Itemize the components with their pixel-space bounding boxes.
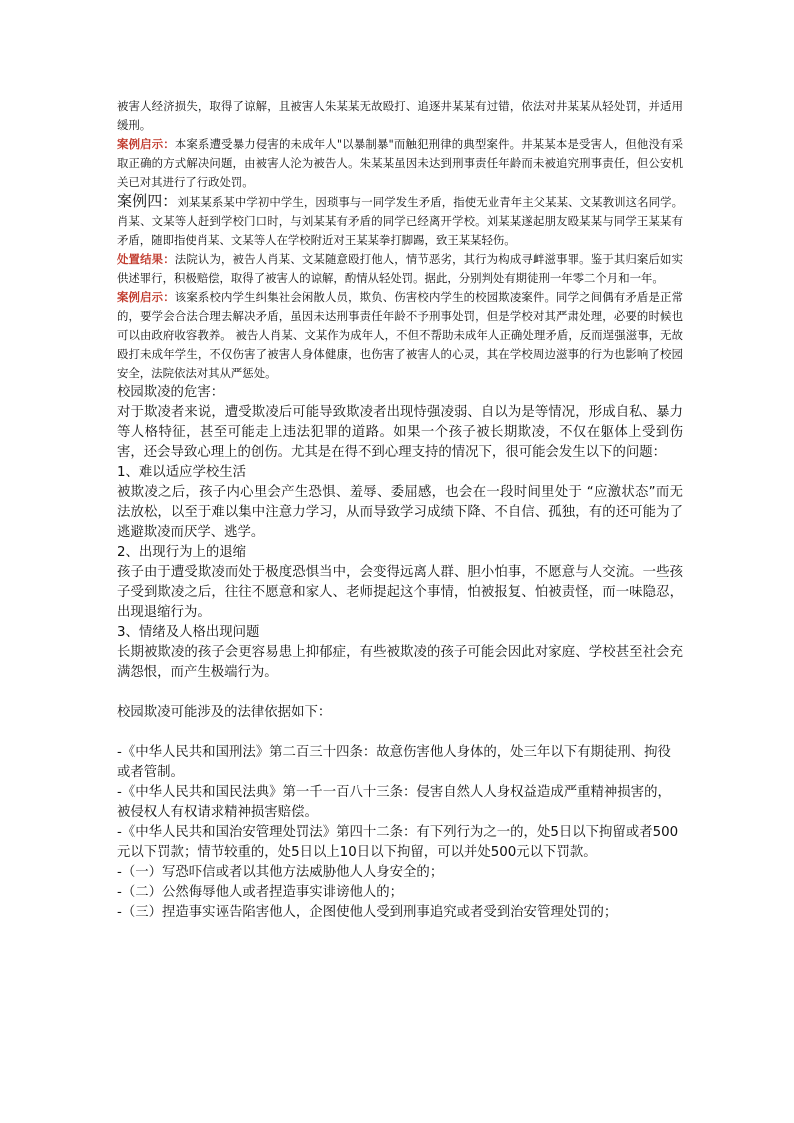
- case4-text: 刘某某系某中学初中学生，因琐事与一同学发生矛盾，指使无业青年主父某某、文某教训这名同学。肖某、文某等人赶到学校门口时，与刘某某有矛盾的同学已经离开学校。刘某某遂起朋友殴某某与同学王某某有矛盾，随即指使肖某、文某等人在学校附近对王某某拳打脚踢，致王某某轻伤。: [117, 195, 683, 247]
- law-subitem-3: -（三）捏造事实诬告陷害他人，企图使他人受到刑事追究或者受到治安管理处罚的；: [117, 905, 618, 920]
- case4-result-label: 处置结果：: [117, 252, 175, 266]
- law-title: 校园欺凌可能涉及的法律依据如下：: [117, 705, 332, 720]
- law-item-civil-code: -《中华人民共和国民法典》第一千一百八十三条：侵害自然人人身权益造成严重精神损害的，被侵权人有权请求精神损害赔偿。: [117, 785, 671, 820]
- case3-insight-label: 案例启示：: [117, 137, 175, 151]
- harm-item-1-heading: 1、难以适应学校生活: [117, 465, 247, 480]
- law-item-criminal-law: -《中华人民共和国刑法》第二百三十四条：故意伤害他人身体的，处三年以下有期徒刑、拘役或者管制。: [117, 745, 671, 780]
- spacer: [117, 683, 683, 703]
- case4-insight-text: 该案系校内学生纠集社会闲散人员，欺负、伤害校内学生的校园欺凌案件。同学之间偶有矛盾是正常的，要学会合法合理去解决矛盾，虽因未达刑事责任年龄不予刑事处罚，但是学校对其严肃处理，必要的时候也可以由政府收容教养。 被告人肖某、文某作为成年人，不但不帮助未成年人正确处理矛盾，反而逞强滋事，无故殴打未成年学生，不仅伤害了被害人身体健康，也伤害了被害人的心灵，其在学校周边滋事的行为也影响了校园安全，法院依法对其从严惩处。: [117, 290, 683, 380]
- case4-result-paragraph: [117, 250, 683, 288]
- case4-paragraph: [117, 192, 683, 250]
- case4-insight-paragraph: [117, 288, 683, 383]
- harm-item-2-heading: 2、出现行为上的退缩: [117, 545, 247, 560]
- case3-continued-paragraph: 被害人经济损失，取得了谅解，且被害人朱某某无故殴打、追逐井某某有过错，依法对井某某从轻处罚，并适用缓刑。: [117, 99, 683, 132]
- spacer: [117, 723, 683, 743]
- case4-title: 案例四：: [117, 192, 178, 210]
- harm-title: 校园欺凌的危害：: [117, 385, 225, 400]
- harm-item-3-text: 长期被欺凌的孩子会更容易患上抑郁症，有些被欺凌的孩子可能会因此对家庭、学校甚至社会充满怨恨，而产生极端行为。: [117, 645, 683, 680]
- law-subitem-2: -（二）公然侮辱他人或者捏造事实诽谤他人的；: [117, 885, 404, 900]
- case4-insight-label: 案例启示：: [117, 290, 175, 304]
- document-page: [117, 97, 683, 923]
- case4-result-text: 法院认为，被告人肖某、文某随意殴打他人，情节恶劣，其行为构成寻衅滋事罪。鉴于其归案后如实供述罪行，积极赔偿，取得了被害人的谅解，酌情从轻处罚。据此，分别判处有期徒刑一年零二个月和一年。: [117, 252, 683, 285]
- case3-insight-text: 本案系遭受暴力侵害的未成年人"以暴制暴"而触犯刑律的典型案件。井某某本是受害人，但他没有采取正确的方式解决问题，由被害人沦为被告人。朱某某虽因未达到刑事责任年龄而未被追究刑事责任，但公安机关已对其进行了行政处罚。: [117, 137, 683, 189]
- harm-item-1-text: 被欺凌之后，孩子内心里会产生恐惧、羞辱、委屈感，也会在一段时间里处于 “应激状态”而无法放松，以至于难以集中注意力学习，从而导致学习成绩下降、不自信、孤独，有的还可能为了逃避欺凌而厌学、逃学。: [117, 485, 683, 540]
- harm-item-2-text: 孩子由于遭受欺凌而处于极度恐惧当中，会变得远离人群、胆小怕事，不愿意与人交流。一些孩子受到欺凌之后，往往不愿意和家人、老师提起这个事情，怕被报复、怕被责怪，而一味隐忍，出现退缩行为。: [117, 565, 683, 620]
- case3-insight-paragraph: [117, 135, 683, 192]
- law-item-public-security: -《中华人民共和国治安管理处罚法》第四十二条：有下列行为之一的，处5日以下拘留或者500元以下罚款；情节较重的，处5日以上10日以下拘留，可以并处500元以下罚款。: [117, 825, 679, 860]
- harm-item-3-heading: 3、情绪及人格出现问题: [117, 625, 260, 640]
- law-subitem-1: -（一）写恐吓信或者以其他方法威胁他人人身安全的；: [117, 865, 444, 880]
- harm-intro: 对于欺凌者来说，遭受欺凌后可能导致欺凌者出现恃强凌弱、自以为是等情况，形成自私、暴力等人格特征，甚至可能走上违法犯罪的道路。如果一个孩子被长期欺凌，不仅在躯体上受到伤害，还会导致心理上的创伤。尤其是在得不到心理支持的情况下，很可能会发生以下的问题：: [117, 405, 683, 460]
